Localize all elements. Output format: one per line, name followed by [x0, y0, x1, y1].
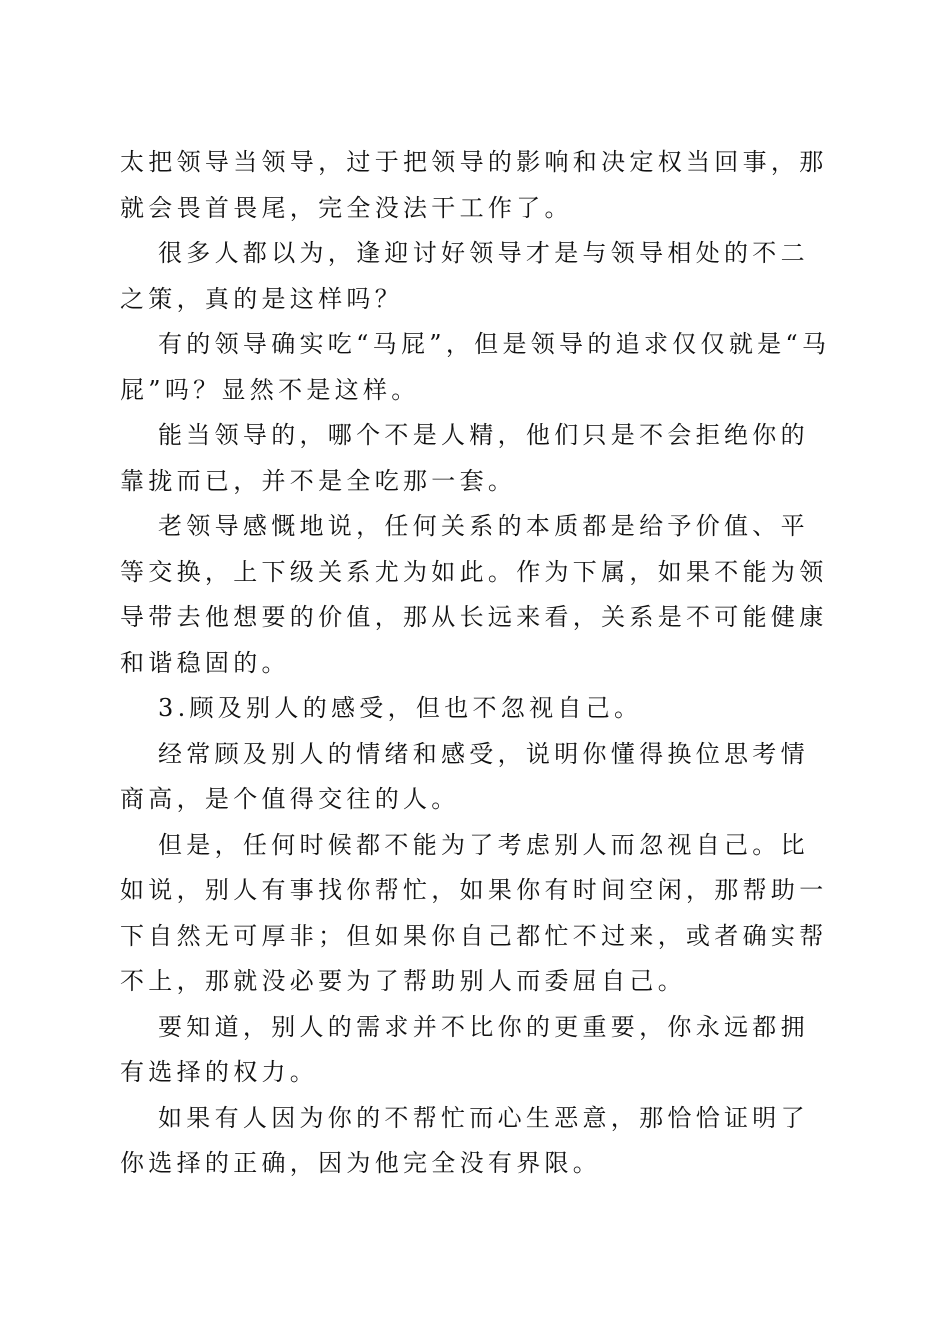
paragraph-8: 但是，任何时候都不能为了考虑别人而忽视自己。比如说，别人有事找你帮忙，如果你有时间空闲，那帮助一下自然无可厚非；但如果你自己都忙不过来，或者确实帮不上，那就没必要为了帮助别人而委屈自己。	[120, 830, 828, 995]
paragraph-10: 如果有人因为你的不帮忙而心生恶意，那恰恰证明了你选择的正确，因为他完全没有界限。	[120, 1103, 809, 1177]
paragraph-4: 能当领导的，哪个不是人精，他们只是不会拒绝你的靠拢而已，并不是全吃那一套。	[120, 421, 809, 495]
paragraph-2: 很多人都以为，逢迎讨好领导才是与领导相处的不二之策，真的是这样吗？	[120, 239, 809, 313]
paragraph-1: 太把领导当领导，过于把领导的影响和决定权当回事，那就会畏首畏尾，完全没法干工作了。	[120, 148, 828, 222]
paragraph-9: 要知道，别人的需求并不比你的更重要，你永远都拥有选择的权力。	[120, 1012, 809, 1086]
paragraph-3: 有的领导确实吃“马屁”，但是领导的追求仅仅就是“马屁”吗？显然不是这样。	[120, 330, 831, 404]
paragraph-7: 经常顾及别人的情绪和感受，说明你懂得换位思考情商高，是个值得交往的人。	[120, 739, 809, 813]
document-body	[120, 140, 832, 1187]
paragraph-5: 老领导感慨地说，任何关系的本质都是给予价值、平等交换，上下级关系尤为如此。作为下属，如果不能为领导带去他想要的价值，那从长远来看，关系是不可能健康和谐稳固的。	[120, 512, 828, 677]
section-heading-3: 3.顾及别人的感受，但也不忽视自己。	[158, 694, 643, 722]
